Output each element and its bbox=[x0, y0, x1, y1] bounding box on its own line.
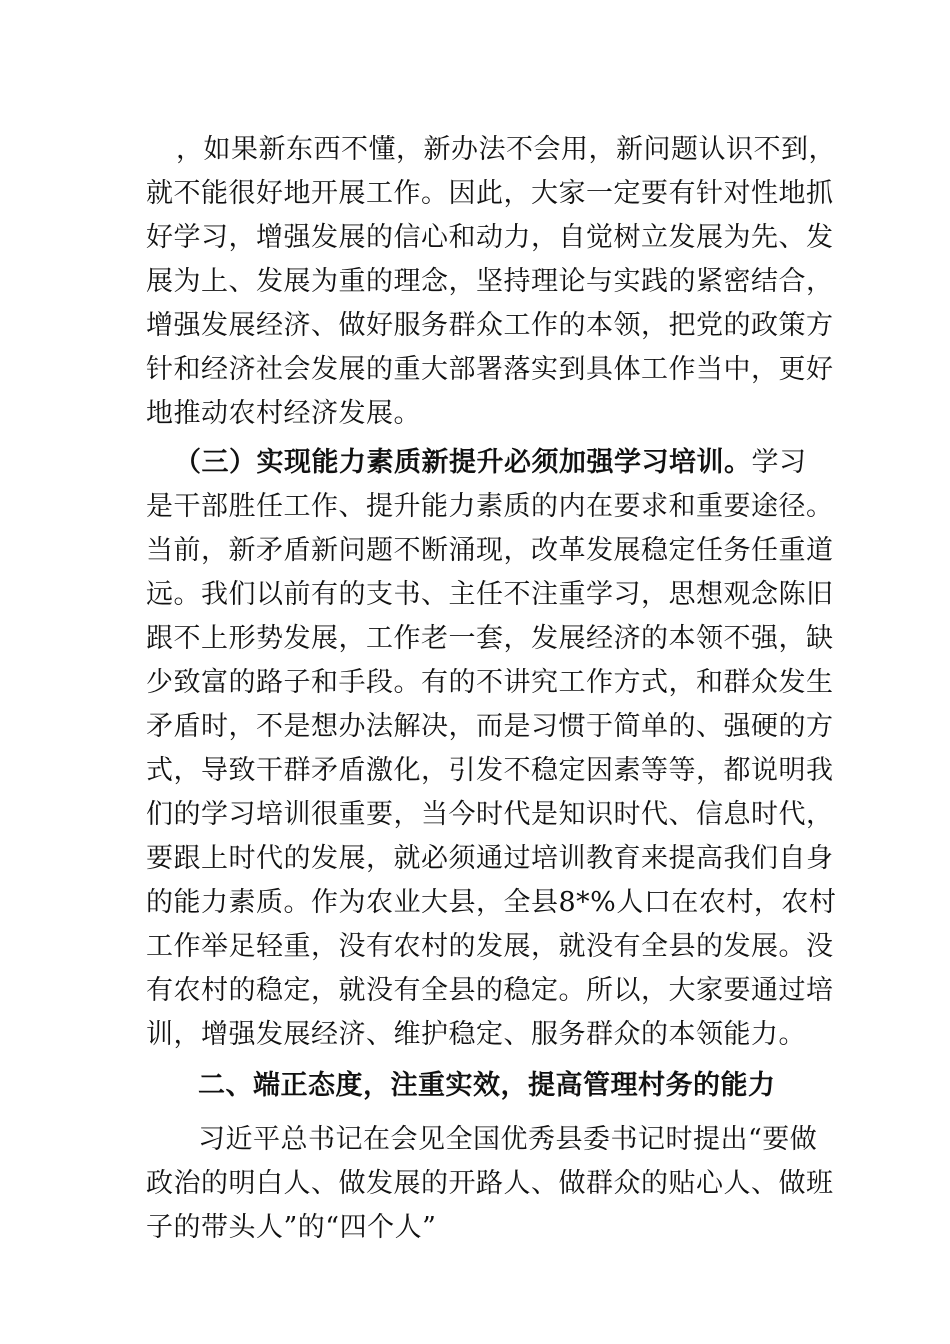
text-line: 跟不上形势发展，工作老一套，发展经济的本领不强，缺 bbox=[146, 623, 834, 654]
text-line: 式，导致干群矛盾激化，引发不稳定因素等等，都说明我 bbox=[146, 755, 834, 786]
text-line: 地推动农村经济发展。 bbox=[146, 398, 421, 429]
text-line: ，如果新东西不懂，新办法不会用，新问题认识不到， bbox=[176, 134, 836, 165]
paragraph-heading-line bbox=[174, 441, 854, 485]
text-line: 训，增强发展经济、维护稳定、服务群众的本领能力。 bbox=[146, 1019, 806, 1050]
section-heading: 二、端正态度，注重实效，提高管理村务的能力 bbox=[198, 1070, 776, 1101]
text-line: 有农村的稳定，就没有全县的稳定。所以，大家要通过培 bbox=[146, 975, 834, 1006]
text-line: 工作举足轻重，没有农村的发展，就没有全县的发展。没 bbox=[146, 931, 834, 962]
text-fragment: 学习 bbox=[751, 447, 807, 478]
text-line: 增强发展经济、做好服务群众工作的本领，把党的政策方 bbox=[146, 310, 834, 341]
text-line: 们的学习培训很重要，当今时代是知识时代、信息时代， bbox=[146, 799, 834, 830]
text-line: 矛盾时，不是想办法解决，而是习惯于简单的、强硬的方 bbox=[146, 711, 834, 742]
text-line: 展为上、发展为重的理念，坚持理论与实践的紧密结合， bbox=[146, 266, 834, 297]
text-line: 远。我们以前有的支书、主任不注重学习，思想观念陈旧 bbox=[146, 579, 834, 610]
text-line: 要跟上时代的发展，就必须通过培训教育来提高我们自身 bbox=[146, 843, 834, 874]
text-line: 少致富的路子和手段。有的不讲究工作方式，和群众发生 bbox=[146, 667, 834, 698]
text-line: 政治的明白人、做发展的开路人、做群众的贴心人、做班 bbox=[146, 1168, 834, 1199]
text-line: 的能力素质。作为农业大县，全县8*%人口在农村，农村 bbox=[146, 887, 837, 918]
subsection-heading: （三）实现能力素质新提升必须加强学习培训。 bbox=[174, 447, 752, 478]
text-line: 是干部胜任工作、提升能力素质的内在要求和重要途径。 bbox=[146, 491, 834, 522]
text-line: 习近平总书记在会见全国优秀县委书记时提出“要做 bbox=[198, 1124, 818, 1155]
text-line: 就不能很好地开展工作。因此，大家一定要有针对性地抓 bbox=[146, 178, 834, 209]
text-line: 针和经济社会发展的重大部署落实到具体工作当中，更好 bbox=[146, 354, 834, 385]
text-line: 子的带头人”的“四个人” bbox=[146, 1212, 437, 1243]
text-line: 好学习，增强发展的信心和动力，自觉树立发展为先、发 bbox=[146, 222, 834, 253]
text-line: 当前，新矛盾新问题不断涌现，改革发展稳定任务任重道 bbox=[146, 535, 834, 566]
